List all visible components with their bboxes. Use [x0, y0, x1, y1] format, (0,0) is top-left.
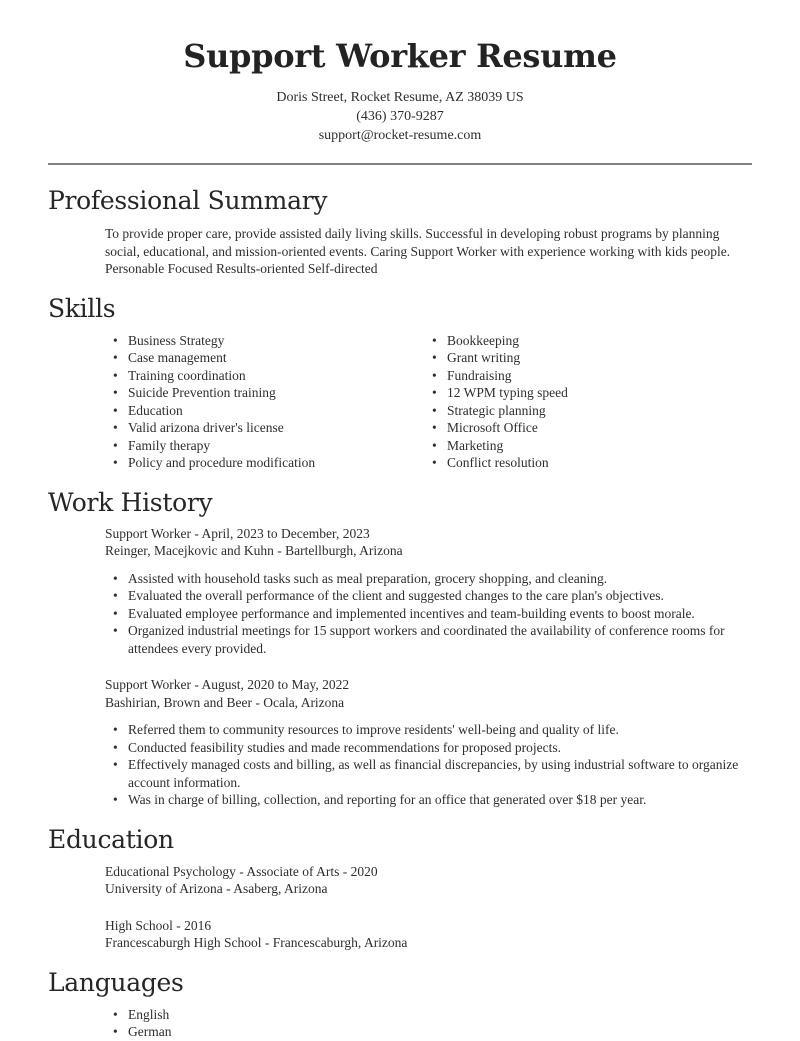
education-entry-1: [105, 863, 752, 898]
contact-phone: (436) 370-9287: [356, 109, 444, 124]
skill-item: • Training coordination: [113, 367, 367, 385]
section-work-history: [48, 487, 752, 809]
language-item: • German: [113, 1023, 752, 1041]
contact-block: [48, 88, 752, 145]
job-company-line: Bashirian, Brown and Beer - Ocala, Arizona: [105, 694, 345, 710]
section-education: [48, 824, 752, 952]
skill-item: • Grant writing: [432, 349, 752, 367]
job-title-line: Support Worker - April, 2023 to December, 2023: [105, 525, 370, 541]
section-professional-summary: [48, 185, 752, 278]
skill-item: • Conflict resolution: [432, 454, 752, 472]
skill-item: • Case management: [113, 349, 367, 367]
skills-column-left: [113, 332, 367, 472]
skill-item: • Education: [113, 402, 367, 420]
summary-text: To provide proper care, provide assisted daily living skills. Successful in developing robust programs by planning social, educational, and mission-oriented events. Caring Support Worker with experience working with kids people. Personable Focused Results-oriented Self-directed: [105, 226, 731, 276]
skill-item: • Strategic planning: [432, 402, 752, 420]
education-heading: Education: [48, 824, 174, 854]
header-divider: [48, 163, 752, 165]
contact-email: support@rocket-resume.com: [318, 128, 482, 143]
skill-item: • Microsoft Office: [432, 419, 752, 437]
professional-summary-heading: Professional Summary: [48, 186, 328, 215]
education-degree-line: Educational Psychology - Associate of Arts - 2020: [105, 863, 378, 879]
language-item: • English: [113, 1006, 752, 1024]
page-title: Support Worker Resume: [183, 37, 617, 75]
languages-list: [113, 1006, 752, 1041]
education-school-line: Francescaburgh High School - Francescaburgh, Arizona: [105, 935, 408, 950]
languages-heading: Languages: [48, 967, 184, 997]
skill-item: • 12 WPM typing speed: [432, 384, 752, 402]
job-title-line: Support Worker - August, 2020 to May, 2022: [105, 677, 350, 692]
section-languages: [48, 967, 752, 1041]
job-bullet-list: [113, 721, 748, 809]
job-entry-2: [48, 676, 752, 809]
job-bullet: • Evaluated employee performance and implemented incentives and team-building events to boost morale.: [113, 605, 748, 623]
skills-column-right: [432, 332, 752, 472]
job-entry-1: [48, 525, 752, 658]
education-entry-2: [105, 917, 752, 952]
job-bullet: • Was in charge of billing, collection, and reporting for an office that generated over $18 per year.: [113, 791, 748, 809]
skills-columns: [48, 332, 752, 472]
section-skills: [48, 293, 752, 472]
skill-item: • Valid arizona driver's license: [113, 419, 367, 437]
work-history-heading: Work History: [48, 487, 213, 517]
job-bullet: • Effectively managed costs and billing, as well as financial discrepancies, by using industrial software to organize account information.: [113, 756, 748, 791]
skill-item: • Policy and procedure modification: [113, 454, 367, 472]
skill-item: • Fundraising: [432, 367, 752, 385]
skill-item: • Business Strategy: [113, 332, 367, 350]
job-company-line: Reinger, Macejkovic and Kuhn - Bartellburgh, Arizona: [105, 543, 403, 558]
skill-item: • Suicide Prevention training: [113, 384, 367, 402]
job-bullet: • Evaluated the overall performance of the client and suggested changes to the care plan's objectives.: [113, 587, 748, 605]
contact-address: Doris Street, Rocket Resume, AZ 38039 US: [276, 90, 524, 105]
skills-heading: Skills: [48, 293, 116, 323]
job-bullet: • Conducted feasibility studies and made recommendations for proposed projects.: [113, 739, 748, 757]
skill-item: • Bookkeeping: [432, 332, 752, 350]
education-school-line: University of Arizona - Asaberg, Arizona: [105, 881, 328, 896]
job-bullet-list: [113, 570, 748, 658]
skill-item: • Marketing: [432, 437, 752, 455]
job-bullet: • Organized industrial meetings for 15 support workers and coordinated the availability of conference rooms for attendees every provided.: [113, 622, 748, 657]
job-bullet: • Referred them to community resources to improve residents' well-being and quality of life.: [113, 721, 748, 739]
resume-header: [48, 34, 752, 145]
job-bullet: • Assisted with household tasks such as meal preparation, grocery shopping, and cleaning.: [113, 570, 748, 588]
skill-item: • Family therapy: [113, 437, 367, 455]
education-degree-line: High School - 2016: [105, 917, 212, 933]
